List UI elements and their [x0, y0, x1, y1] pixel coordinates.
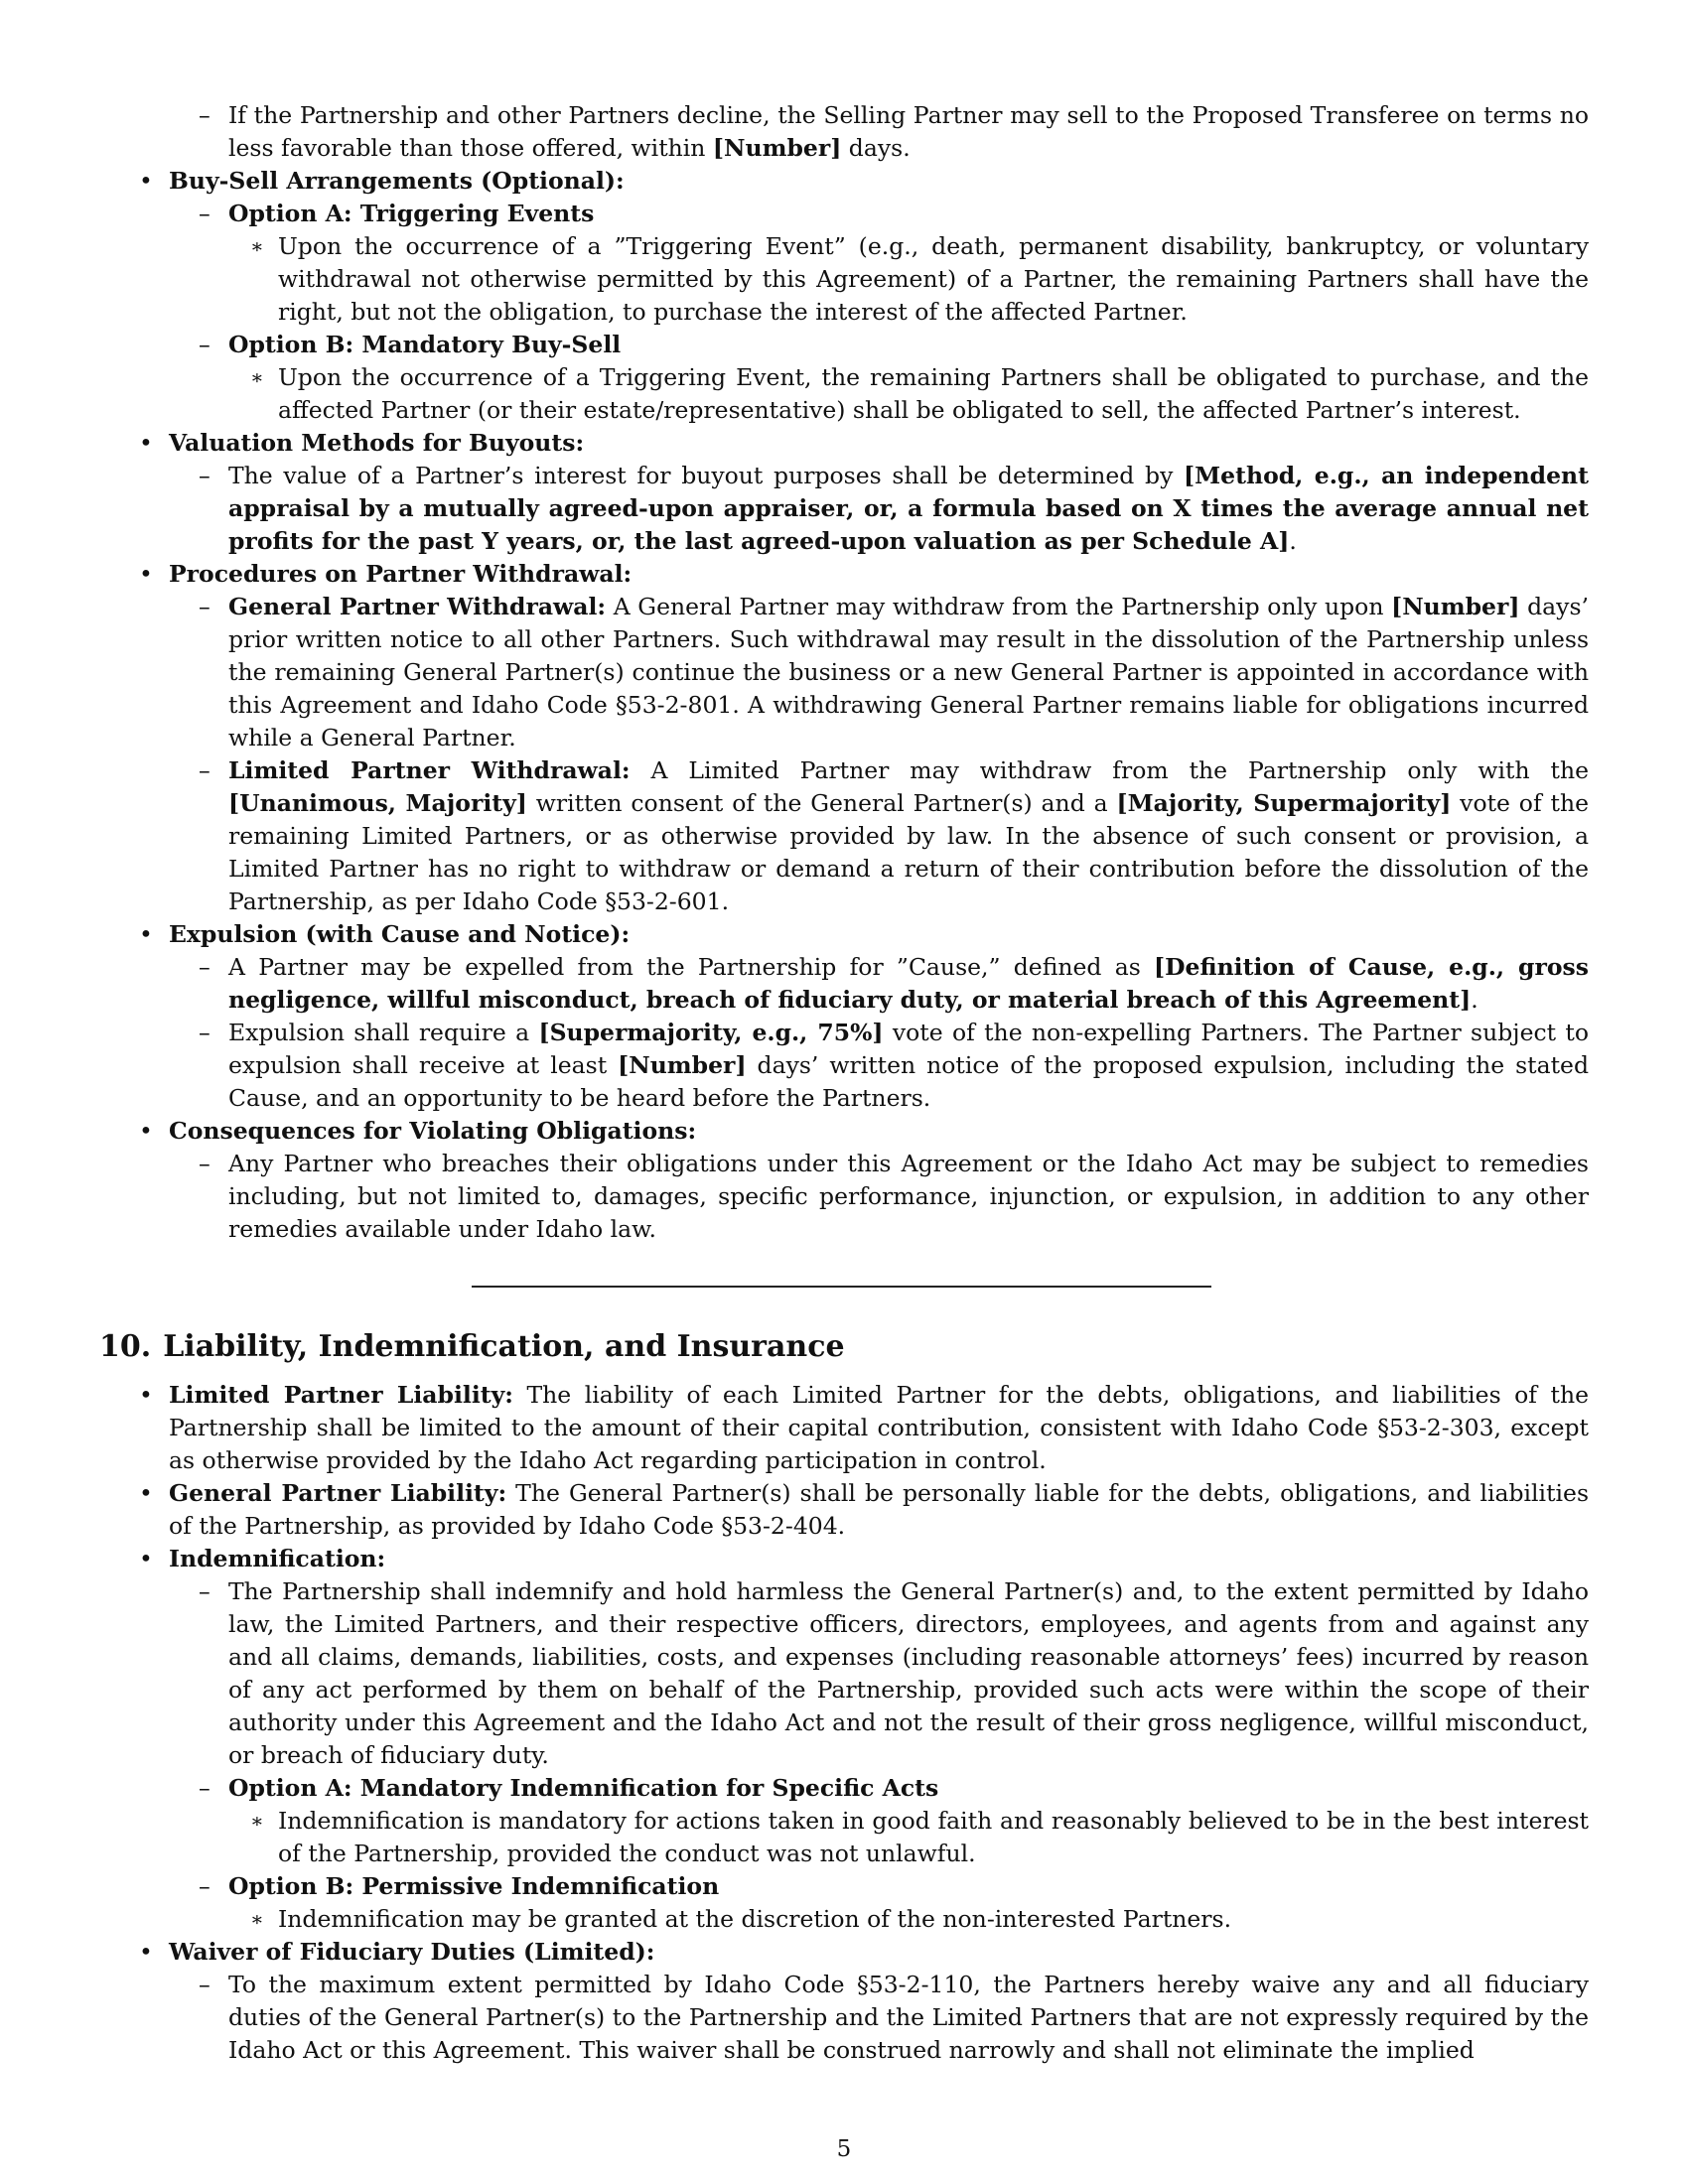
list-item: [199, 591, 1589, 754]
list-item: [139, 558, 1589, 591]
dash-marker: –: [199, 756, 211, 784]
dash-marker: –: [199, 1150, 211, 1177]
dash-marker: –: [199, 1577, 211, 1605]
bold-phrase: [Majority, Supermajority]: [1116, 789, 1452, 817]
star-marker: ∗: [250, 1907, 264, 1931]
list-item: [199, 1969, 1589, 2067]
rich-text: Limited Partner Withdrawal: A Limited Partner may withdraw from the Partnership only with the [Unanimous, Majority] written consent of the General Partner(s) and a [Majority, Supermajority] vote of the remaining Limited Partners, or as otherwise provided by law. In the absence of such consent or provision, a Limited Partner has no right to withdraw or demand a return of their contribution before the dissolution of the Partnership, as per Idaho Code §53-2-601.: [228, 756, 1589, 915]
dash-marker: –: [199, 200, 211, 227]
dash-marker: –: [199, 1774, 211, 1802]
bold-phrase: General Partner Liability:: [169, 1479, 507, 1507]
rich-text: A Partner may be expelled from the Partnership for ”Cause,” defined as [Definition of Cause, e.g., gross negligence, willful misconduct, breach of fiduciary duty, or material breach of this Agreement].: [228, 953, 1590, 1014]
rich-text: The value of a Partner’s interest for buyout purposes shall be determined by [Method, e.g., an independent appraisal by a mutually agreed-upon appraiser, or, a formula based on X times the average annual net profits for the past Y years, or, the last agreed-upon valuation as per Schedule A].: [228, 462, 1589, 555]
item-text: Indemnification is mandatory for actions taken in good faith and reasonably believed to be in the best interest of the Partnership, provided the conduct was not unlawful.: [278, 1807, 1589, 1867]
bold-phrase: [Method, e.g., an independent appraisal by a mutually agreed-upon appraiser, or, a formula based on X times the average annual net profits for the past Y years, or, the last agreed-upon valuation as per Schedule A]: [228, 462, 1589, 555]
list-item: [199, 329, 1589, 361]
list-item: [250, 230, 1589, 329]
bullet-marker: •: [139, 167, 153, 195]
list-item: [199, 754, 1589, 918]
list-item: [139, 918, 1589, 951]
list-item: [139, 1115, 1589, 1148]
dash-marker: –: [199, 593, 211, 620]
bullet-marker: •: [139, 429, 153, 457]
list-item: [250, 1805, 1589, 1870]
list-item: [250, 361, 1589, 427]
bullet-marker: •: [139, 1545, 153, 1572]
dash-marker: –: [199, 1872, 211, 1900]
page-content: [99, 99, 1589, 2067]
rich-text: Expulsion shall require a [Supermajority, e.g., 75%] vote of the non-expelling Partners. The Partner subject to expulsion shall receive at least [Number] days’ written notice of the proposed expulsion, including the stated Cause, and an opportunity to be heard before the Partners.: [228, 1019, 1589, 1112]
dash-marker: –: [199, 101, 211, 129]
item-text: Any Partner who breaches their obligations under this Agreement or the Idaho Act may be subject to remedies including, but not limited to, damages, specific performance, injunction, or expulsion, in addition to any other remedies available under Idaho law.: [228, 1150, 1589, 1243]
bold-phrase: [Unanimous, Majority]: [228, 789, 527, 817]
dash-marker: –: [199, 1971, 211, 1998]
bullet-marker: •: [139, 1117, 153, 1145]
rich-text: General Partner Liability: The General Partner(s) shall be personally liable for the debts, obligations, and liabilities of the Partnership, as provided by Idaho Code §53-2-404.: [169, 1479, 1590, 1540]
rich-text: General Partner Withdrawal: A General Partner may withdraw from the Partnership only upon [Number] days’ prior written notice to all other Partners. Such withdrawal may result in the dissolution of the Partnership unless the remaining General Partner(s) continue the business or a new General Partner is appointed in accordance with this Agreement and Idaho Code §53-2-801. A withdrawing General Partner remains liable for obligations incurred while a General Partner.: [228, 593, 1589, 751]
item-heading: Option B: Mandatory Buy-Sell: [228, 331, 622, 358]
bullet-marker: •: [139, 560, 153, 588]
page-number: 5: [836, 2136, 852, 2162]
star-marker: ∗: [250, 234, 264, 258]
item-text: Indemnification may be granted at the discretion of the non-interested Partners.: [278, 1905, 1232, 1933]
list-item: [199, 1870, 1589, 1903]
item-heading: Consequences for Violating Obligations:: [169, 1117, 697, 1145]
bold-phrase: [Number]: [712, 134, 842, 162]
list-item: [199, 99, 1589, 165]
bold-phrase: Limited Partner Withdrawal:: [228, 756, 631, 784]
item-text: To the maximum extent permitted by Idaho Code §53-2-110, the Partners hereby waive any and all fiduciary duties of the General Partner(s) to the Partnership and the Limited Partners that are not expressly required by the Idaho Act or this Agreement. This waiver shall be construed narrowly and shall not eliminate the implied: [228, 1971, 1589, 2064]
dash-marker: –: [199, 1019, 211, 1046]
bold-phrase: General Partner Withdrawal:: [228, 593, 607, 620]
dash-marker: –: [199, 953, 211, 981]
rich-text: Limited Partner Liability: The liability of each Limited Partner for the debts, obligations, and liabilities of the Partnership shall be limited to the amount of their capital contribution, consistent with Idaho Code §53-2-303, except as otherwise provided by the Idaho Act regarding participation in control.: [169, 1381, 1589, 1474]
list-item: [199, 460, 1589, 558]
item-text: Upon the occurrence of a Triggering Event, the remaining Partners shall be obligated to purchase, and the affected Partner (or their estate/representative) shall be obligated to sell, the affected Partner’s interest.: [278, 363, 1589, 424]
bold-phrase: [Definition of Cause, e.g., gross negligence, willful misconduct, breach of fiduciary duty, or material breach of this Agreement]: [228, 953, 1590, 1014]
item-heading: Procedures on Partner Withdrawal:: [169, 560, 633, 588]
list-item: [250, 1903, 1589, 1936]
bullet-marker: •: [139, 1479, 153, 1507]
section-title: Liability, Indemnification, and Insurance: [163, 1329, 845, 1364]
item-text: The Partnership shall indemnify and hold harmless the General Partner(s) and, to the extent permitted by Idaho law, the Limited Partners, and their respective officers, directors, employees, and agents from and against any and all claims, demands, liabilities, costs, and expenses (including reasonable attorneys’ fees) incurred by reason of any act performed by them on behalf of the Partnership, provided such acts were within the scope of their authority under this Agreement and the Idaho Act and not the result of their gross negligence, willful misconduct, or breach of fiduciary duty.: [228, 1577, 1589, 1769]
list-item: [139, 1379, 1589, 1477]
list-item: [139, 1477, 1590, 1543]
star-marker: ∗: [250, 1809, 264, 1833]
section-number: 10.: [99, 1329, 152, 1364]
bullet-marker: •: [139, 1381, 153, 1409]
item-heading: Valuation Methods for Buyouts:: [169, 429, 585, 457]
bullet-marker: •: [139, 920, 153, 948]
item-heading: Expulsion (with Cause and Notice):: [169, 920, 631, 948]
list-item: [199, 198, 1589, 230]
list-item: [139, 1936, 1589, 1969]
list-item: [139, 427, 1589, 460]
star-marker: ∗: [250, 365, 264, 389]
list-item: [139, 165, 1589, 198]
list-item: [199, 1148, 1589, 1246]
bold-phrase: [Number]: [1391, 593, 1520, 620]
bold-phrase: [Number]: [618, 1051, 747, 1079]
item-heading: Indemnification:: [169, 1545, 386, 1572]
list-item: [199, 1575, 1589, 1772]
list-item: [199, 951, 1590, 1017]
bold-phrase: Limited Partner Liability:: [169, 1381, 513, 1409]
list-item: [199, 1017, 1589, 1115]
bold-phrase: [Supermajority, e.g., 75%]: [538, 1019, 884, 1046]
list-item: [139, 1543, 1589, 1575]
bullet-marker: •: [139, 1938, 153, 1966]
item-heading: Option B: Permissive Indemnification: [228, 1872, 720, 1900]
item-heading: Buy-Sell Arrangements (Optional):: [169, 167, 625, 195]
item-heading: Waiver of Fiduciary Duties (Limited):: [169, 1938, 655, 1966]
dash-marker: –: [199, 331, 211, 358]
item-text: Upon the occurrence of a ”Triggering Event” (e.g., death, permanent disability, bankruptcy, or voluntary withdrawal not otherwise permitted by this Agreement) of a Partner, the remaining Partners shall have the right, but not the obligation, to purchase the interest of the affected Partner.: [278, 232, 1589, 326]
list-item: [199, 1772, 1589, 1805]
item-heading: Option A: Mandatory Indemnification for Specific Acts: [228, 1774, 939, 1802]
section-divider: [472, 1286, 1211, 1288]
item-heading: Option A: Triggering Events: [228, 200, 595, 227]
section-heading: [99, 1327, 1589, 1367]
rich-text: If the Partnership and other Partners decline, the Selling Partner may sell to the Proposed Transferee on terms no less favorable than those offered, within [Number] days.: [228, 101, 1589, 162]
dash-marker: –: [199, 462, 211, 489]
